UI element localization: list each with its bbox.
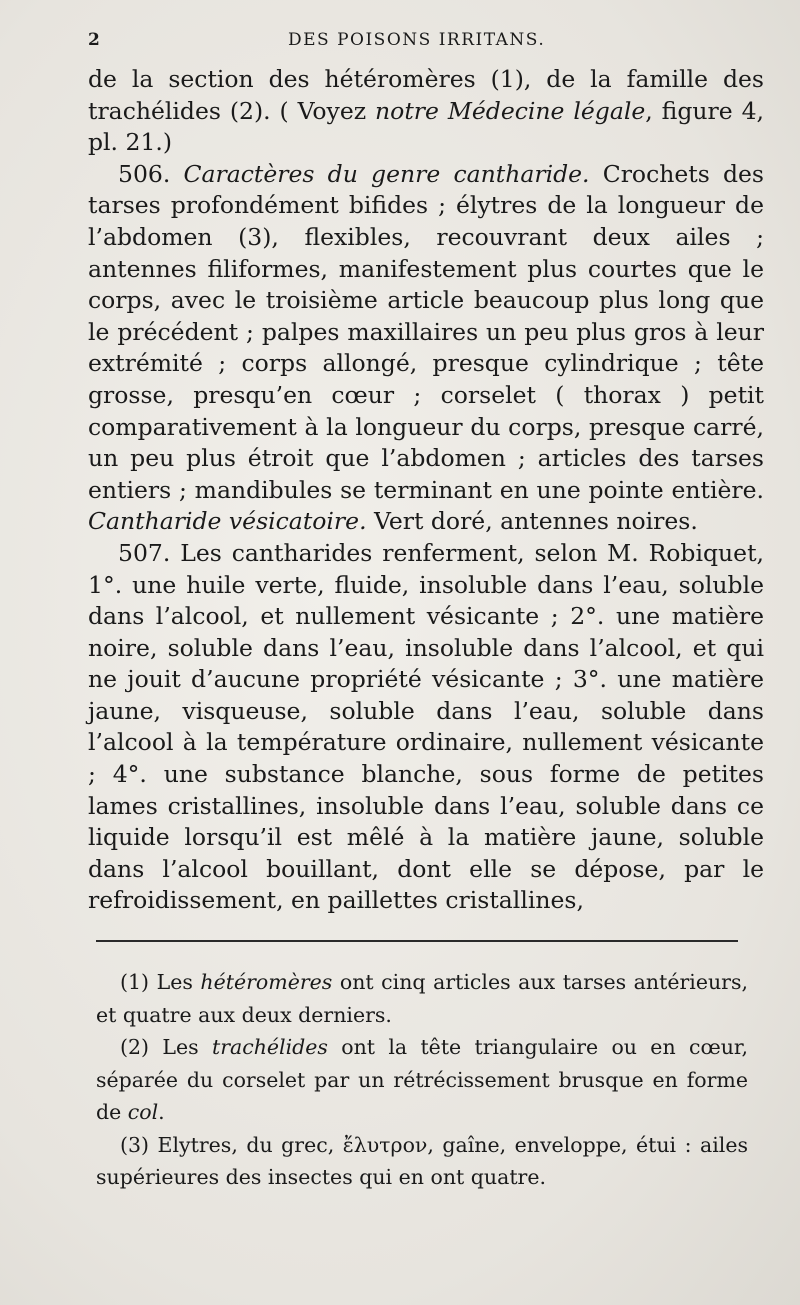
paragraph-506 xyxy=(88,159,764,538)
footnote-3: (3) Elytres, du grec, ἔλυτρον, gaîne, enveloppe, étui : ailes supérieures des insectes qui en ont quatre. xyxy=(96,1132,748,1189)
text-run: (1) Les xyxy=(120,970,201,994)
footnote-2 xyxy=(96,1031,748,1129)
section-heading: Caractères du genre cantharide. xyxy=(183,159,590,188)
footnotes xyxy=(96,966,748,1194)
text-run: . xyxy=(158,1100,165,1124)
text-run: de la section des hétéromères (1), de la famille des trachélides (2). ( Voyez xyxy=(88,65,764,125)
main-text xyxy=(88,64,764,917)
running-head: DES POISONS IRRITANS. xyxy=(288,30,546,50)
page-header xyxy=(88,30,768,56)
paragraph-507: 507. Les cantharides renferment, selon M. Robiquet, 1°. une huile verte, fluide, insoluble dans l’eau, soluble dans l’alcool, et nullement vésicante ; 2°. une matière noire, soluble dans l’eau, insoluble dans l’alcool, et qui ne jouit d’aucune propriété vésicante ; 3°. une matière jaune, visqueuse, soluble dans l’eau, soluble dans l’alcool à la température ordinaire, nullement vésicante ; 4°. une substance blanche, sous forme de petites lames cristallines, insoluble dans l’eau, soluble dans ce liquide lorsqu’il est mêlé à la matière jaune, soluble dans l’alcool bouillant, dont elle se dépose, par le refroidissement, en paillettes cristallines, xyxy=(88,538,764,915)
section-number: 506. xyxy=(118,159,184,188)
paragraph-continuation xyxy=(88,64,764,159)
text-run: , figure 4, pl. 21.) xyxy=(88,96,764,157)
species-name: Cantharide vésicatoire. xyxy=(88,507,367,536)
text-run: ont la tête triangulaire ou en cœur, séparée du corselet par un rétrécissement brusque en forme de xyxy=(96,1035,748,1124)
italic-term: col xyxy=(127,1100,159,1124)
text-run: (2) Les xyxy=(120,1035,212,1059)
italic-term: trachélides xyxy=(211,1035,328,1059)
footnote-divider xyxy=(96,940,738,942)
text-run: Vert doré, antennes noires. xyxy=(366,507,698,536)
italic-title: notre Médecine légale xyxy=(375,96,646,125)
page-number: 2 xyxy=(88,30,102,50)
text-run: Crochets des tarses profondément bifides ; élytres de la longueur de l’abdomen (3), flexibles, recouvrant deux ailes ; antennes filiformes, manifestement plus courtes que le corps, avec le troisième article beaucoup plus long que le précédent ; palpes maxillaires un peu plus gros à leur extrémité ; corps allongé, presque cylindrique ; tête grosse, presqu’en cœur ; corselet ( thorax ) petit comparativement à la longueur du corps, presque carré, un peu plus étroit que l’abdomen ; articles des tarses entiers ; mandibules se terminant en une pointe entière. xyxy=(88,159,764,504)
italic-term: hétéromères xyxy=(200,970,333,994)
text-run: ont cinq articles aux tarses antérieurs, et quatre aux deux derniers. xyxy=(96,970,748,1027)
footnote-1 xyxy=(96,966,748,1031)
